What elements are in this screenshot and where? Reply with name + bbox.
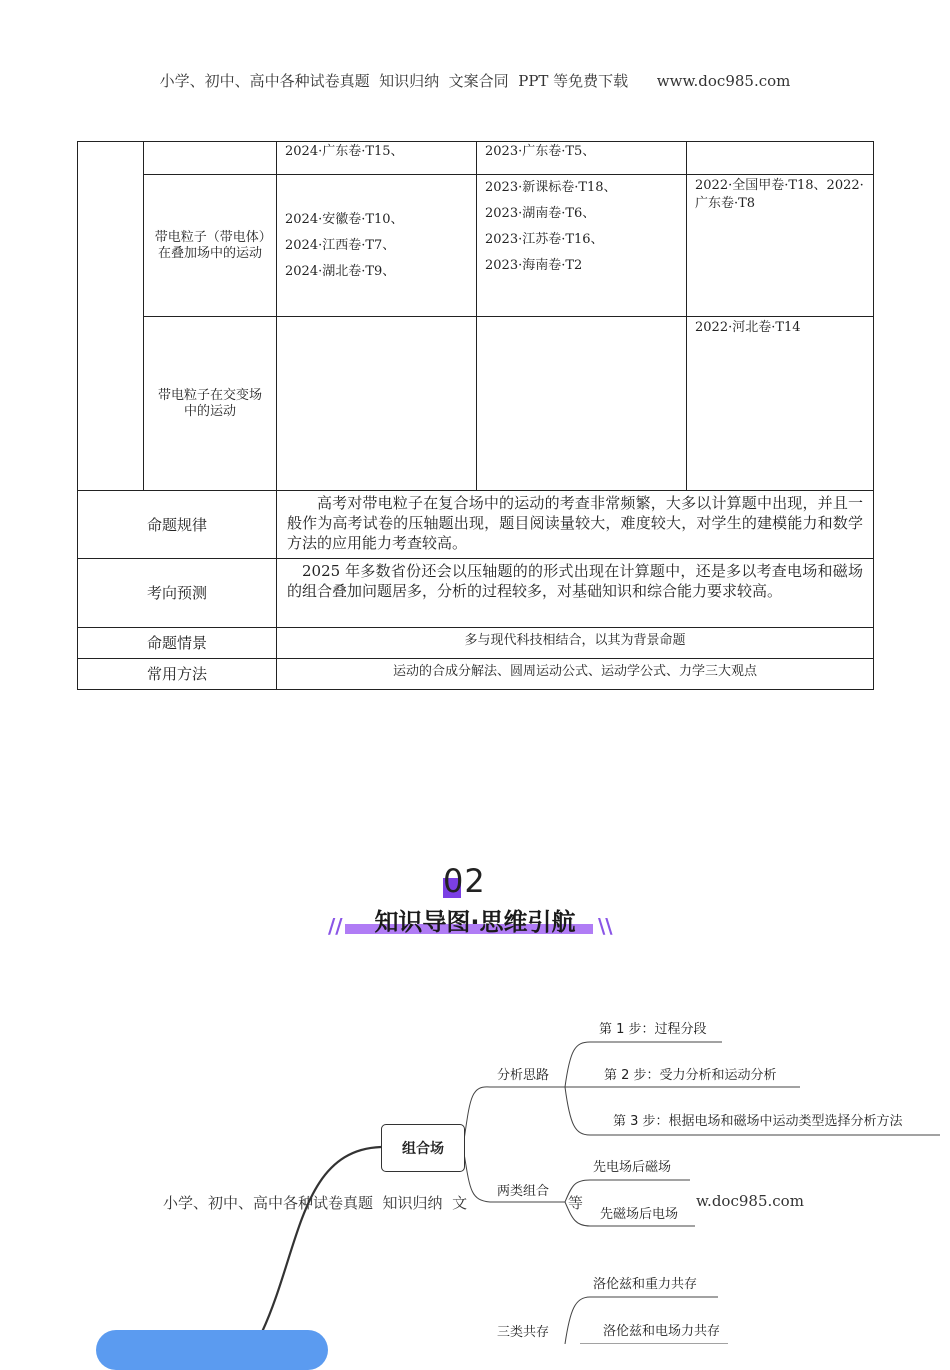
footer-watermark-left: 小学、初中、高中各种试卷真题 知识归纳 文 [163,1194,468,1212]
row-label: 带电粒子（带电体）在叠加场中的运动 [144,175,277,317]
year-entry: 2024·安徽卷·T10、 [285,211,404,227]
methods-label: 常用方法 [78,659,277,690]
year-entry: 2023·江苏卷·T16、 [485,232,604,247]
mindmap-branch-two-combos: 两类组合 [497,1184,550,1199]
section-number: 02 [443,862,486,900]
year-entry: 2022·河北卷·T14 [695,320,801,335]
rule-label: 命题规律 [78,491,277,559]
mindmap-step-3: 第 3 步：根据电场和磁场中运动类型选择分析方法 [613,1114,903,1129]
mindmap-root-node [96,1330,328,1370]
left-slash-decoration: // [328,914,343,938]
year-entry: 2023·湖南卷·T6、 [485,206,596,221]
rule-text: 高考对带电粒子在复合场中的运动的考查非常频繁，大多以计算题中出现，并且一般作为高考试卷的压轴题出现，题目阅读量较大，难度较大，对学生的建模能力和数学方法的应用能力考查较高。 [287,494,863,552]
year-entry: 2024·江西卷·T7、 [285,237,396,253]
mindmap-branch-three-coexist: 三类共存 [497,1325,550,1340]
mindmap-coexist-1: 洛伦兹和重力共存 [593,1277,698,1292]
footer-watermark-right: w.doc985.com [696,1192,804,1210]
year-entry: 2023·广东卷·T5、 [485,144,596,159]
scenario-text: 多与现代科技相结合，以其为背景命题 [277,628,874,659]
section-title: 知识导图·思维引航 [374,908,576,936]
year-entry: 2024·湖北卷·T9、 [285,263,396,279]
forecast-text: 2025 年多数省份还会以压轴题的的形式出现在计算题中，还是多以考查电场和磁场的组合叠加问题居多，分析的过程较多，对基础知识和综合能力要求较高。 [287,562,863,600]
scenario-label: 命题情景 [78,628,277,659]
mindmap-combo-1: 先电场后磁场 [593,1160,672,1175]
footer-watermark-mid: 等 [568,1194,584,1212]
row-label: 带电粒子在交变场中的运动 [144,317,277,491]
forecast-label: 考向预测 [78,559,277,628]
mindmap-step-1: 第 1 步：过程分段 [599,1022,707,1037]
year-entry: 2023·海南卷·T2 [485,258,583,273]
mindmap-branch-analysis: 分析思路 [497,1068,550,1083]
year-entry: 2024·广东卷·T15、 [285,144,404,159]
mindmap-coexist-2: 洛伦兹和电场力共存 [603,1324,721,1339]
mindmap-node-combined-field: 组合场 [381,1124,465,1172]
mindmap-step-2: 第 2 步：受力分析和运动分析 [604,1068,777,1083]
right-slash-decoration: \\ [598,914,613,938]
year-entry: 2022·全国甲卷·T18、2022·广东卷·T8 [695,178,864,211]
methods-text: 运动的合成分解法、圆周运动公式、运动学公式、力学三大观点 [277,659,874,690]
mindmap-combo-2: 先磁场后电场 [600,1207,679,1222]
year-entry: 2023·新课标卷·T18、 [485,180,617,195]
page-header: 小学、初中、高中各种试卷真题 知识归纳 文案合同 PPT 等免费下载 www.doc985.com [159,72,791,90]
